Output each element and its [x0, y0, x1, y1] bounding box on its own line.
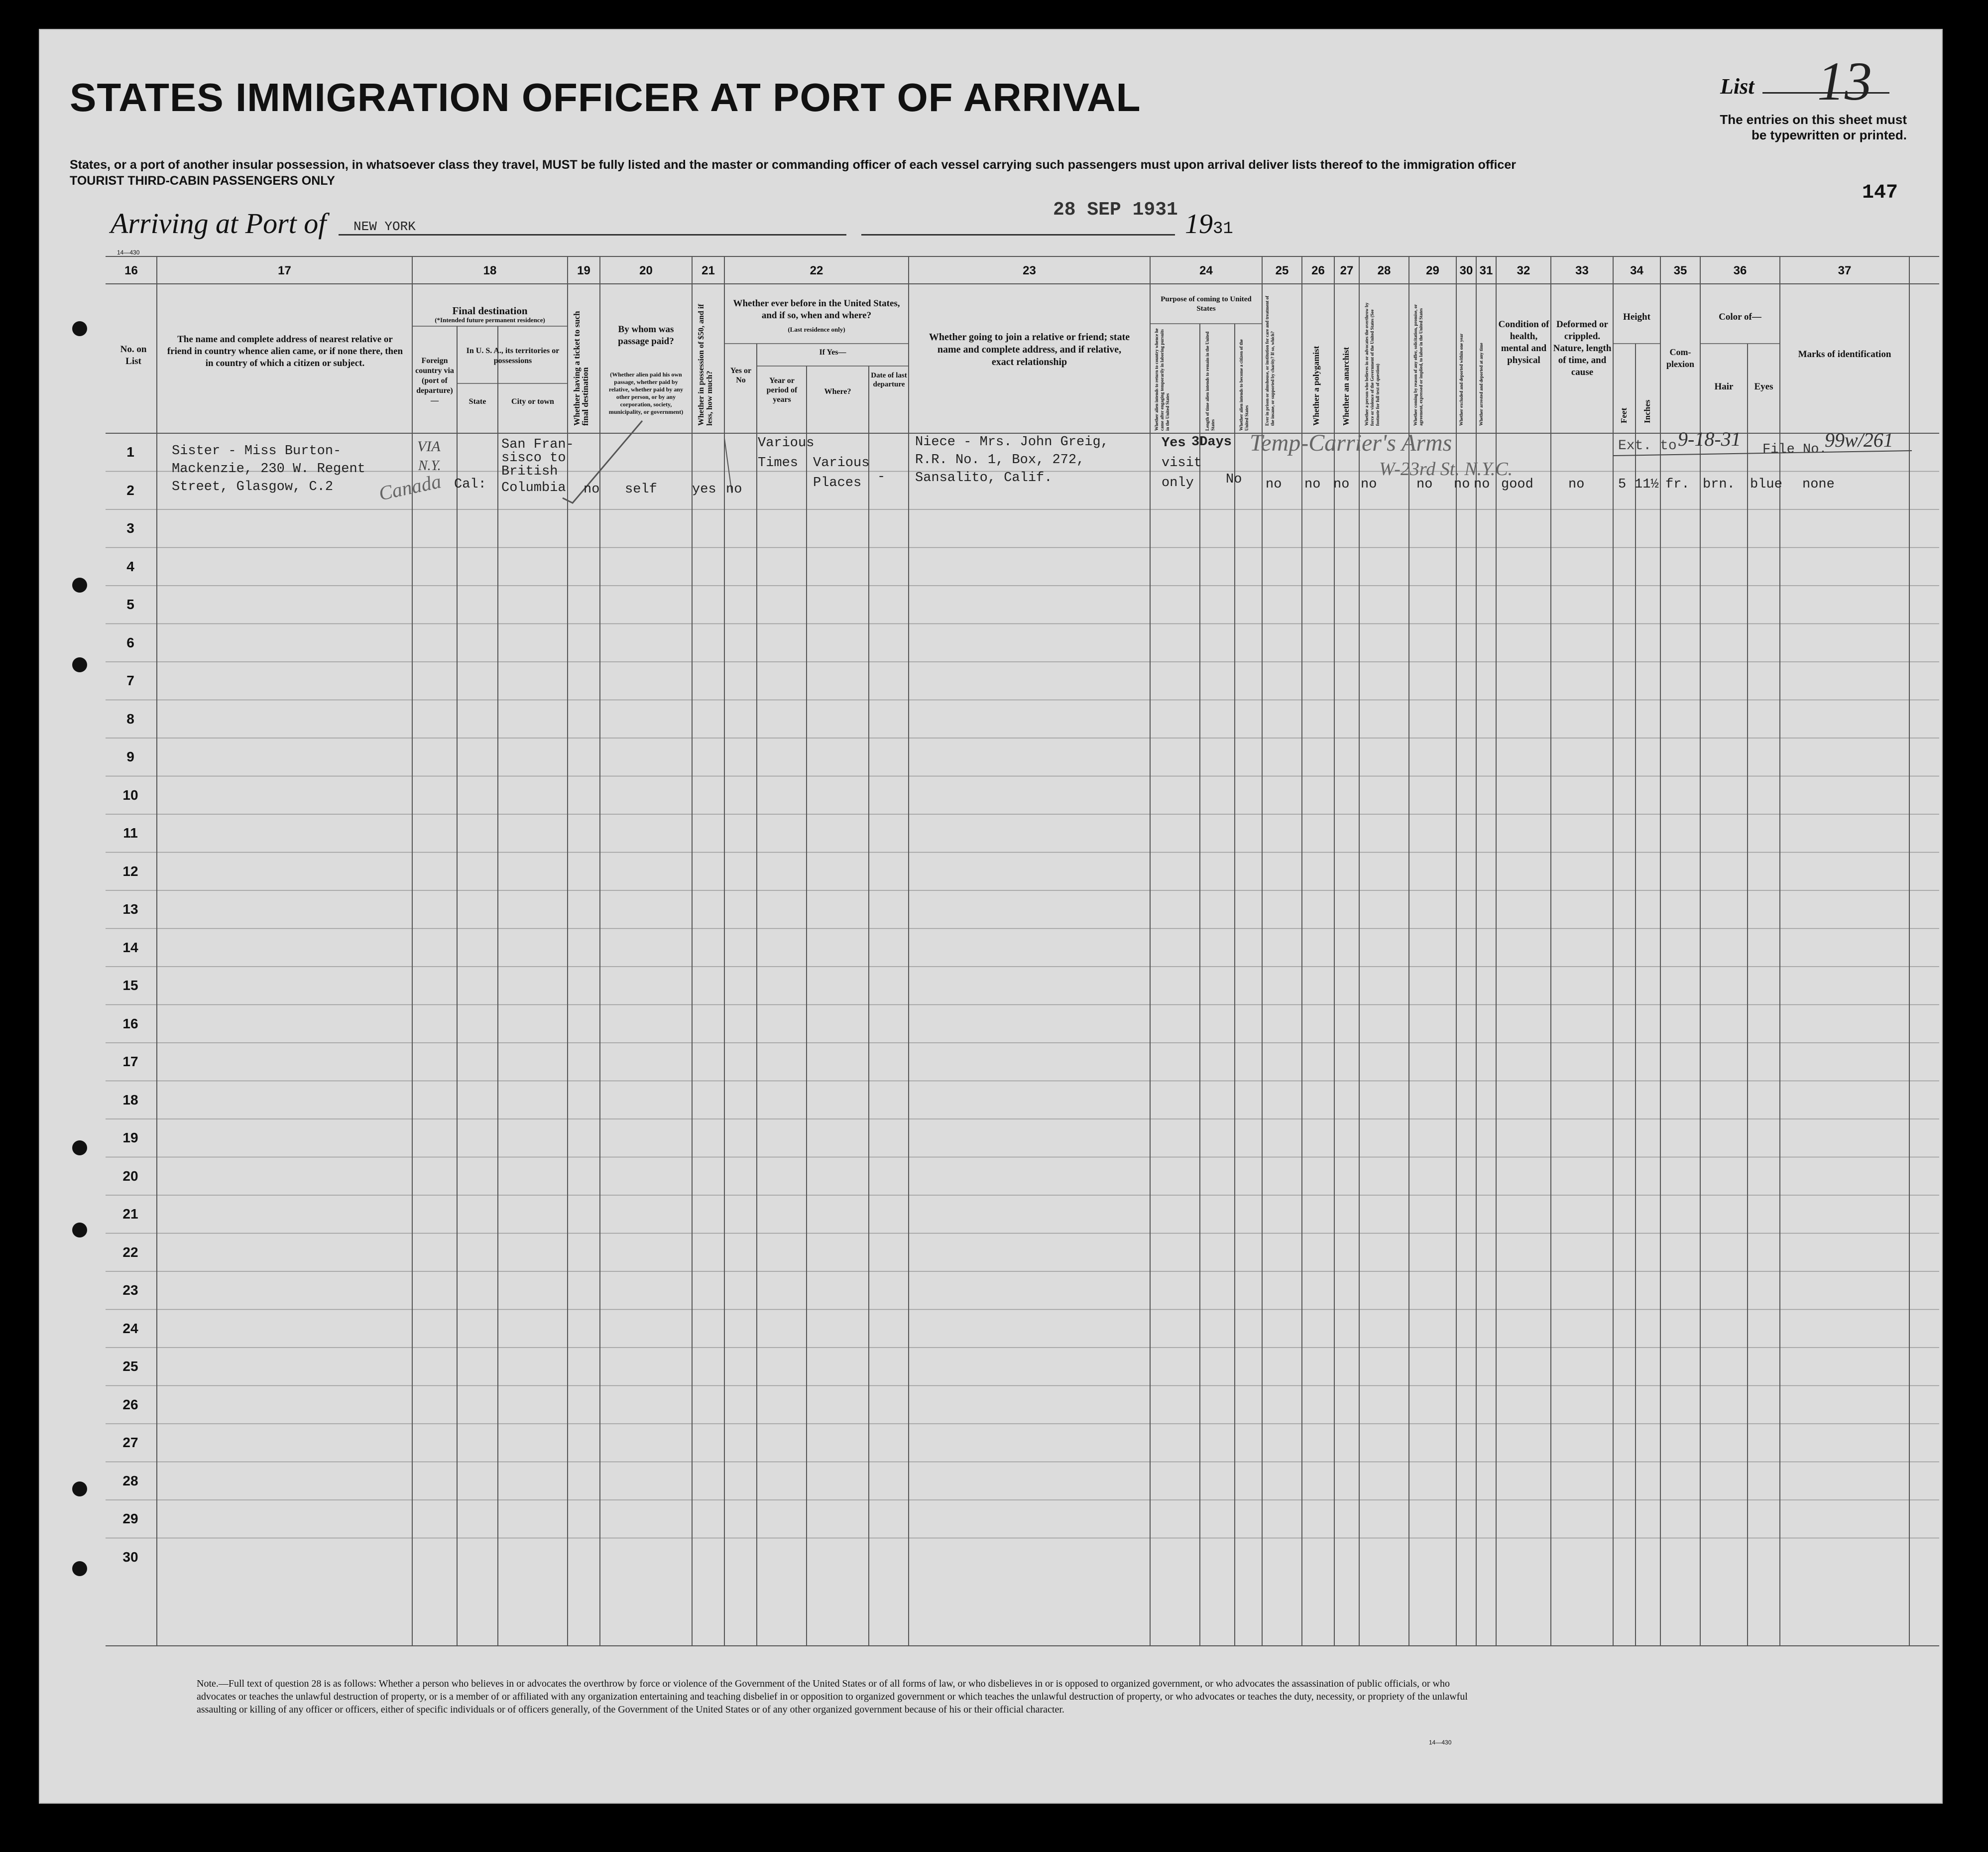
header-marks: Marks of identification: [1798, 349, 1891, 360]
entry-state: Cal:: [454, 477, 486, 492]
list-label: List: [1720, 74, 1754, 99]
row-number: 29: [122, 1511, 138, 1526]
row-number: 3: [126, 520, 134, 536]
entry-period-line: Times: [758, 456, 799, 471]
column-number: 19: [577, 264, 590, 277]
header-purpose-return: Whether alien intends to return to country whence he came after engaging temporarily in laboring pursuits in the United States: [1154, 328, 1170, 431]
form-code: 14—430: [117, 249, 140, 256]
header-last-residence-only: (Last residence only): [788, 326, 845, 333]
column-number: 26: [1311, 264, 1325, 277]
entry-where-line: Places: [813, 476, 862, 491]
header-polygamist: Whether a polygamist: [1311, 346, 1321, 426]
entry-health: good: [1501, 477, 1533, 492]
column-number: 25: [1275, 264, 1289, 277]
entry-purpose-line: only: [1162, 476, 1194, 491]
column-number: 23: [1023, 264, 1036, 277]
row-number: 11: [123, 825, 138, 841]
header-height: Height: [1623, 312, 1650, 322]
header-complexion: Com- plexion: [1666, 347, 1694, 369]
column-number: 22: [810, 264, 823, 277]
header-question-30: Whether excluded and deported within one year: [1459, 333, 1464, 426]
row-number: 12: [122, 863, 138, 879]
header-anarchist: Whether an anarchist: [1341, 347, 1351, 426]
row-number: 6: [126, 634, 134, 650]
file-no-label: File No.: [1762, 442, 1827, 457]
entry-feet: 5: [1618, 477, 1627, 492]
header-year-or-period: Year or period of years: [766, 376, 798, 404]
row-number: 28: [122, 1473, 138, 1488]
column-number: 20: [639, 264, 653, 277]
row-number: 18: [122, 1092, 138, 1108]
header-purpose-length: Length of time alien intends to remain in the United States: [1205, 331, 1215, 431]
date-stamp: 28 SEP 1931: [1053, 199, 1178, 221]
row-number: 8: [126, 711, 134, 727]
column-number: 33: [1575, 264, 1589, 277]
header-city-or-town: City or town: [511, 397, 554, 406]
port-value: NEW YORK: [353, 219, 416, 234]
column-number: 37: [1838, 264, 1852, 277]
subtitle-line: TOURIST THIRD-CABIN PASSENGERS ONLY: [70, 174, 335, 188]
header-nearest-relative: The name and complete address of nearest relative or friend in country whence alien came, or if none there, then in country of which a citizen or subject.: [167, 334, 403, 369]
entry-relative-line: Sister - Miss Burton-: [172, 444, 342, 459]
entry-possession: yes: [692, 482, 716, 497]
entry-canada: Canada: [376, 470, 443, 505]
row-number: 15: [122, 978, 138, 993]
entry-q28: no: [1361, 477, 1377, 492]
header-possession-50: Whether in possession of $50, and if less, how much?: [697, 304, 714, 426]
column-number: 34: [1630, 264, 1643, 277]
header-by-whom-paid: By whom was passage paid?: [618, 324, 674, 347]
year-suffix: 31: [1213, 220, 1233, 239]
column-number: 28: [1377, 264, 1391, 277]
header-if-yes: If Yes—: [819, 348, 846, 357]
row-number: 16: [122, 1015, 138, 1031]
header-question-29: Whether coming by reason of any offer, solicitation, promise, or agreement, expressed or implied, to labor in the United States: [1413, 304, 1423, 426]
entry-eyes: blue: [1750, 477, 1782, 492]
header-feet: Feet: [1619, 407, 1629, 423]
entry-q30: no: [1454, 477, 1470, 492]
row-number: 7: [126, 673, 134, 688]
header-state: State: [468, 397, 486, 406]
row-number: 2: [126, 482, 134, 498]
row-number: 30: [122, 1549, 138, 1565]
column-number: 27: [1340, 264, 1354, 277]
header-yes-or-no: Yes or No: [730, 367, 752, 384]
handwritten-file-number: 99w/261: [1825, 429, 1893, 451]
column-number: 35: [1673, 264, 1687, 277]
row-number: 22: [122, 1244, 138, 1260]
column-number: 29: [1426, 264, 1439, 277]
row-number: 9: [126, 749, 134, 764]
row-number: 26: [122, 1396, 138, 1412]
entry-inches: 11½: [1635, 477, 1659, 492]
row-number: 27: [122, 1435, 138, 1450]
entries-note-line: The entries on this sheet must: [1720, 112, 1907, 127]
entry-join-line: Sansalito, Calif.: [915, 471, 1052, 486]
entry-ny: N.Y.: [418, 458, 441, 474]
row-number: 19: [122, 1130, 138, 1145]
entry-complexion: fr.: [1665, 477, 1690, 492]
header-no-on-list: No. on List: [120, 344, 147, 367]
entry-where-line: Various: [813, 456, 870, 471]
entry-city-line: British: [501, 464, 558, 479]
header-color-of: Color of—: [1719, 312, 1761, 322]
row-number: 4: [126, 558, 134, 574]
entry-city-line: San Fran-: [501, 437, 574, 452]
arriving-label: Arriving at Port of: [111, 207, 327, 240]
column-number: 30: [1459, 264, 1473, 277]
entry-join-line: R.R. No. 1, Box, 272,: [915, 453, 1085, 468]
handwritten-ext-date: 9-18-31: [1678, 428, 1741, 450]
footnote: Note.—Full text of question 28 is as follows: Whether a person who believes in or advocates the overthrow by force or violence of the Government of the United States or of all forms of law, or who disbelieves in or is opposed to organized government, or who advocates the assassination of public officials, or who advocates or teaches the unlawful destruction of property, or is a member of or affiliated with any organization entertaining and teaching disbelief in or opposition to organized government or which teaches the unlawful destruction of property, or who advocates or teaches the duty, necessity, or propriety of the unlawful assaulting or killing of any officer or officers, either of specific individuals or of officers generally, of the Government of the United States or of any other organized government because of his or their official character.: [197, 1678, 1468, 1715]
header-foreign-country: Foreign country via (port of departure)—: [415, 357, 454, 405]
header-in-usa: In U. S. A., its territories or possessions: [466, 347, 560, 365]
entry-deformed: no: [1568, 477, 1585, 492]
column-number: 32: [1517, 264, 1530, 277]
header-by-whom-paid-note: (Whether alien paid his own passage, whether paid by relative, whether paid by any other person, or by any corporation, society, municipality, or government): [608, 371, 684, 415]
entry-marks: none: [1802, 477, 1835, 492]
header-purpose: Purpose of coming to United States: [1161, 295, 1252, 313]
page-number: 147: [1862, 182, 1898, 204]
entry-q26: no: [1304, 477, 1321, 492]
entries-note-line: be typewritten or printed.: [1751, 127, 1907, 142]
row-number: 10: [122, 787, 138, 803]
header-deformed: Deformed or crippled. Nature, length of time, and cause: [1553, 319, 1612, 377]
column-number: 36: [1733, 264, 1747, 277]
entry-join-line: Niece - Mrs. John Greig,: [915, 435, 1109, 450]
header-question-31: Whether arrested and deported at any time: [1479, 343, 1484, 426]
entry-ticket: no: [584, 482, 600, 497]
header-where: Where?: [824, 387, 851, 396]
column-number: 18: [483, 264, 497, 277]
header-join-relative: Whether going to join a relative or friend; state name and complete address, and if relative, exact relationship: [929, 332, 1130, 368]
row-number: 21: [122, 1206, 138, 1222]
subtitle-line: States, or a port of another insular possession, in whatsoever class they travel, MUST be fully listed and the master or commanding officer of each vessel carrying such passengers must upon arrival deliver lists thereof to the immigration officer: [70, 158, 1516, 172]
row-number: 23: [122, 1282, 138, 1298]
header-date-last-departure: Date of last departure: [871, 371, 907, 388]
year-prefix: 19: [1185, 209, 1213, 240]
row-number: 14: [122, 939, 138, 955]
header-eyes: Eyes: [1754, 381, 1773, 392]
entry-last-departure: -: [877, 470, 886, 485]
page-title: STATES IMMIGRATION OFFICER AT PORT OF ARRIVAL: [70, 75, 1141, 120]
entry-purpose-line: Yes: [1162, 436, 1186, 451]
entry-paid-by: self: [625, 482, 657, 497]
entry-relative-line: Mackenzie, 230 W. Regent: [172, 462, 365, 477]
header-inches: Inches: [1642, 399, 1652, 423]
entry-citizen: No: [1226, 472, 1242, 487]
column-number: 24: [1199, 264, 1213, 277]
entry-relative-line: Street, Glasgow, C.2: [172, 480, 334, 494]
entry-q27: no: [1333, 477, 1350, 492]
row-number: 13: [122, 901, 138, 917]
entry-q25: no: [1266, 477, 1282, 492]
row-number: 5: [126, 597, 134, 612]
header-ever-before: Whether ever before in the United States, and if so, when and where?: [733, 298, 900, 321]
handwritten-temp-address: Temp-Carrier's Arms: [1250, 430, 1452, 456]
entry-length: 3Days: [1191, 435, 1232, 450]
entry-purpose-line: visit: [1162, 456, 1202, 471]
header-purpose-citizen: Whether alien intends to become a citizen of the United States: [1239, 339, 1249, 431]
header-question-28: Whether a person who believes in or advocates the overthrow by force or violence of the Government of the United States (See footnote for full text of question): [1364, 302, 1380, 426]
entry-period-line: Various: [758, 436, 815, 451]
entry-city-line: sisco to: [501, 451, 566, 466]
header-final-destination: Final destination: [452, 305, 528, 317]
column-number: 21: [702, 264, 715, 277]
column-number: 16: [124, 264, 138, 277]
entry-via: VIA: [417, 438, 441, 455]
entry-city-line: Columbia: [501, 481, 566, 495]
header-prison: Ever in prison or almshouse, or institution for care and treatment of the insane, or supported by charity? If so, which?: [1265, 296, 1275, 426]
header-final-destination-note: (*Intended future permanent residence): [435, 316, 545, 324]
header-ticket: Whether having a ticket to such final destination: [572, 311, 590, 426]
entry-q31: no: [1474, 477, 1490, 492]
column-number: 17: [278, 264, 291, 277]
handwritten-ext-label: Ext. to: [1618, 438, 1677, 454]
row-number: 25: [122, 1358, 138, 1374]
entry-ever-before: no: [726, 482, 742, 497]
header-condition: Condition of health, mental and physical: [1498, 319, 1549, 366]
row-number: 1: [126, 444, 134, 460]
row-number: 17: [122, 1054, 138, 1069]
header-hair: Hair: [1714, 381, 1734, 392]
footer-code: 14—430: [1429, 1739, 1452, 1746]
handwritten-street: W-23rd St. N.Y.C.: [1379, 459, 1513, 480]
entry-hair: brn.: [1703, 477, 1735, 492]
list-number: 13: [1817, 51, 1872, 112]
column-number: 31: [1479, 264, 1493, 277]
entry-q29: no: [1416, 477, 1433, 492]
row-number: 24: [122, 1320, 138, 1336]
row-number: 20: [122, 1168, 138, 1184]
